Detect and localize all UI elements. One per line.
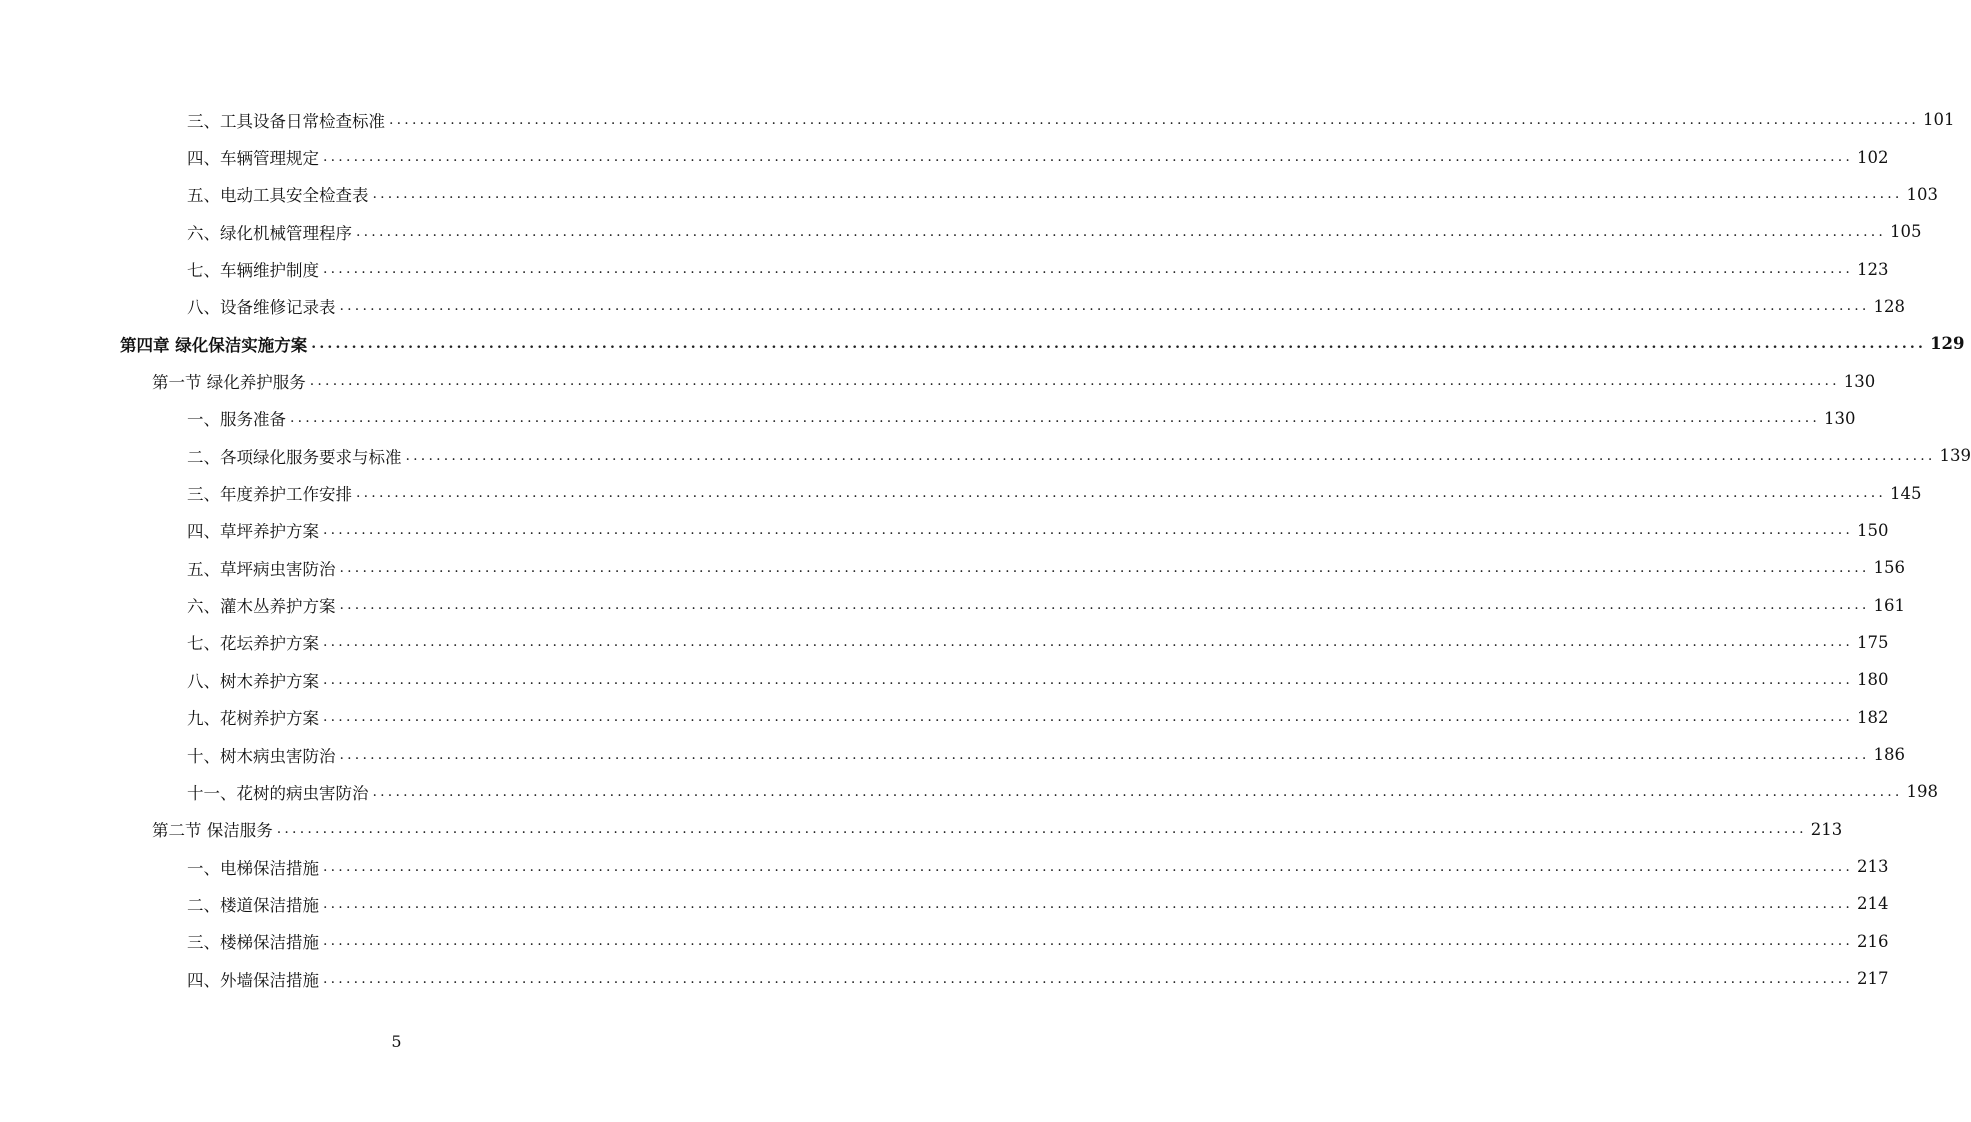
toc-item-entry[interactable]: [187, 288, 1906, 325]
toc-entry-page: 101: [1923, 110, 1955, 130]
toc-entry-page: 198: [1906, 782, 1939, 802]
toc-item-entry[interactable]: [187, 400, 1856, 437]
toc-entry-title: 四、外墙保洁措施: [187, 970, 319, 990]
dot-leader: ........................................................................................................................................................................................................: [290, 410, 1821, 427]
dot-leader: ........................................................................................................................................................................................................: [356, 223, 1887, 240]
toc-entry-title: 八、树木养护方案: [187, 671, 319, 691]
toc-item-entry[interactable]: [187, 848, 1889, 885]
dot-leader: ........................................................................................................................................................................................................: [405, 447, 1936, 464]
dot-leader: ........................................................................................................................................................................................................: [356, 485, 1887, 502]
toc-item-entry[interactable]: [187, 250, 1889, 287]
dot-leader: ........................................................................................................................................................................................................: [309, 373, 1840, 390]
dot-leader: ........................................................................................................................................................................................................: [389, 111, 1920, 128]
toc-entry-page: 150: [1857, 520, 1889, 540]
dot-leader: ........................................................................................................................................................................................................: [323, 522, 1854, 539]
toc-entry-page: 105: [1890, 222, 1922, 242]
page-number: 5: [391, 1032, 402, 1051]
toc-entry-page: 156: [1873, 558, 1906, 578]
toc-entry-title: 十、树木病虫害防治: [187, 746, 336, 766]
toc-entry-title: 五、草坪病虫害防治: [187, 559, 336, 579]
toc-entry-page: 213: [1857, 857, 1889, 877]
toc-entry-page: 103: [1906, 184, 1939, 204]
dot-leader: ........................................................................................................................................................................................................: [323, 970, 1854, 987]
toc-entry-page: 182: [1857, 707, 1889, 727]
toc-entry-title: 第四章 绿化保洁实施方案: [120, 335, 308, 355]
dot-leader: ........................................................................................................................................................................................................: [339, 746, 1870, 763]
toc-entry-page: 130: [1843, 371, 1876, 391]
toc-item-entry[interactable]: [187, 512, 1889, 549]
toc-entry-title: 四、草坪养护方案: [187, 522, 319, 542]
toc-entry-title: 七、花坛养护方案: [187, 634, 319, 654]
dot-leader: ........................................................................................................................................................................................................: [323, 634, 1854, 651]
toc-item-entry[interactable]: [187, 960, 1889, 997]
toc-entry-title: 一、电梯保洁措施: [187, 858, 319, 878]
toc-entry-title: 六、灌木丛养护方案: [187, 597, 336, 617]
toc-chapter-entry[interactable]: [120, 325, 1965, 362]
dot-leader: ........................................................................................................................................................................................................: [323, 709, 1854, 726]
toc-section-entry[interactable]: [152, 811, 1843, 848]
toc-entry-page: 129: [1930, 334, 1965, 354]
toc-entry-page: 139: [1939, 446, 1971, 466]
toc-entry-page: 128: [1873, 296, 1906, 316]
dot-leader: ........................................................................................................................................................................................................: [339, 597, 1870, 614]
toc-entry-title: 第二节 保洁服务: [152, 821, 273, 841]
dot-leader: ........................................................................................................................................................................................................: [339, 559, 1870, 576]
toc-item-entry[interactable]: [187, 586, 1906, 623]
toc-item-entry[interactable]: [187, 624, 1889, 661]
toc-entry-title: 三、楼梯保洁措施: [187, 933, 319, 953]
toc-item-entry[interactable]: [187, 101, 1955, 138]
toc-entry-page: 130: [1824, 408, 1856, 428]
toc-section-entry[interactable]: [152, 362, 1876, 399]
toc-item-entry[interactable]: [187, 923, 1889, 960]
toc-entry-title: 一、服务准备: [187, 410, 286, 430]
toc-entry-page: 214: [1857, 894, 1889, 914]
toc-entry-page: 175: [1857, 632, 1889, 652]
toc-item-entry[interactable]: [187, 474, 1922, 511]
dot-leader: ........................................................................................................................................................................................................: [323, 671, 1854, 688]
toc-entry-title: 三、工具设备日常检查标准: [187, 111, 385, 131]
toc-item-entry[interactable]: [187, 138, 1889, 175]
toc-entry-title: 十一、花树的病虫害防治: [187, 783, 369, 803]
dot-leader: ........................................................................................................................................................................................................: [276, 821, 1807, 838]
toc-entry-page: 145: [1890, 483, 1922, 503]
toc-item-entry[interactable]: [187, 437, 1971, 474]
toc-item-entry[interactable]: [187, 736, 1906, 773]
dot-leader: ........................................................................................................................................................................................................: [323, 895, 1854, 912]
toc-item-entry[interactable]: [187, 699, 1889, 736]
toc-entry-page: 213: [1810, 819, 1843, 839]
dot-leader: ........................................................................................................................................................................................................: [323, 149, 1854, 166]
toc-entry-page: 216: [1857, 931, 1889, 951]
toc-item-entry[interactable]: [187, 773, 1939, 810]
dot-leader: ........................................................................................................................................................................................................: [372, 186, 1903, 203]
toc-entry-page: 217: [1857, 969, 1889, 989]
toc-entry-page: 186: [1873, 745, 1906, 765]
toc-entry-title: 五、电动工具安全检查表: [187, 186, 369, 206]
toc-entry-title: 第一节 绿化养护服务: [152, 373, 306, 393]
toc-entry-title: 四、车辆管理规定: [187, 149, 319, 169]
dot-leader: ........................................................................................................................................................................................................: [339, 298, 1870, 315]
toc-entry-title: 七、车辆维护制度: [187, 261, 319, 281]
toc-item-entry[interactable]: [187, 885, 1889, 922]
toc-entry-title: 九、花树养护方案: [187, 709, 319, 729]
toc-entry-page: 102: [1857, 147, 1889, 167]
toc-item-entry[interactable]: [187, 661, 1889, 698]
toc-entry-page: 180: [1857, 670, 1889, 690]
toc-item-entry[interactable]: [187, 549, 1906, 586]
toc-entry-title: 八、设备维修记录表: [187, 298, 336, 318]
toc-entry-page: 161: [1873, 595, 1906, 615]
toc-entry-page: 123: [1857, 259, 1889, 279]
toc-entry-title: 二、楼道保洁措施: [187, 895, 319, 915]
dot-leader: ........................................................................................................................................................................................................: [372, 783, 1903, 800]
toc-item-entry[interactable]: [187, 176, 1939, 213]
dot-leader: ........................................................................................................................................................................................................: [323, 858, 1854, 875]
dot-leader: ........................................................................................................................................................................................................: [311, 335, 1927, 352]
dot-leader: ........................................................................................................................................................................................................: [323, 261, 1854, 278]
table-of-contents: [0, 101, 1971, 997]
toc-item-entry[interactable]: [187, 213, 1922, 250]
toc-entry-title: 六、绿化机械管理程序: [187, 223, 352, 243]
dot-leader: ........................................................................................................................................................................................................: [323, 933, 1854, 950]
toc-entry-title: 三、年度养护工作安排: [187, 485, 352, 505]
toc-entry-title: 二、各项绿化服务要求与标准: [187, 447, 402, 467]
